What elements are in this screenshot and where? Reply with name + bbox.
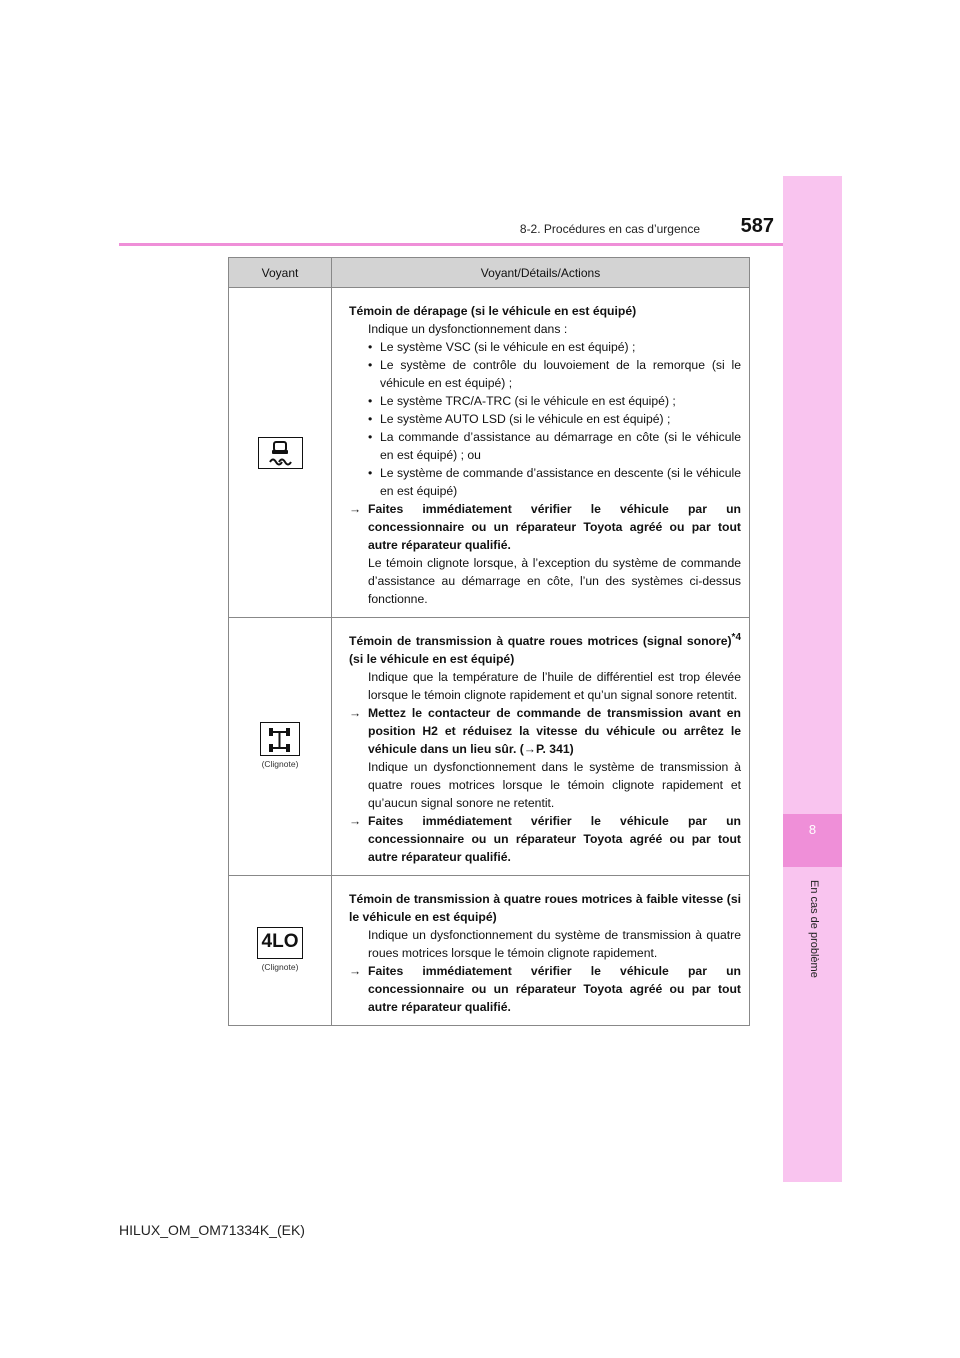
4wd-indicator-icon xyxy=(260,722,300,756)
page-number: 587 xyxy=(740,215,774,237)
chapter-number: 8 xyxy=(808,822,817,837)
col-header-details: Voyant/Détails/Actions xyxy=(332,258,750,288)
list-item: • Le système de contrôle du louvoiement de la remorque (si le véhicule en est équipé) ; xyxy=(368,358,741,390)
document-code: HILUX_OM_OM71334K_(EK) xyxy=(119,1222,305,1238)
row-paragraph: Indique un dysfonctionnement dans le système de transmission à quatre roues motrices lorsque le témoin clignote rapidement et qu’aucun signal sonore ne retentit. xyxy=(368,760,741,810)
list-item: • Le système TRC/A-TRC (si le véhicule en est équipé) ; xyxy=(368,394,676,408)
arrow-icon: → xyxy=(349,706,362,720)
chapter-side-tab xyxy=(783,176,842,1182)
4lo-indicator-icon: 4LO xyxy=(257,927,303,959)
indicator-cell xyxy=(229,618,332,876)
row-action: → Mettez le contacteur de commande de transmission avant en position H2 et réduisez la vitesse du véhicule ou arrêtez le véhicule dans un lieu sûr. (→P. 341) xyxy=(349,706,741,756)
icon-caption: (Clignote) xyxy=(261,758,299,769)
row-title: Témoin de transmission à quatre roues motrices (signal sonore)$^{*4}$ (si le véhicule en est équipé) xyxy=(349,631,741,666)
list-item: • Le système VSC (si le véhicule en est équipé) ; xyxy=(368,340,636,354)
arrow-icon: → xyxy=(349,502,362,516)
indicator-table xyxy=(228,257,750,1026)
row-paragraph: Indique un dysfonctionnement du système de transmission à quatre roues motrices lorsque le témoin clignote rapidement. xyxy=(368,928,741,960)
indicator-cell xyxy=(229,288,332,618)
icon-caption: (Clignote) xyxy=(261,961,299,972)
table-row xyxy=(229,618,750,876)
list-item: • La commande d’assistance au démarrage en côte (si le véhicule en est équipé) ; ou xyxy=(368,430,741,462)
arrow-icon: → xyxy=(349,814,362,828)
details-cell xyxy=(332,288,750,618)
section-title: 8-2. Procédures en cas d’urgence xyxy=(519,222,700,236)
row-action: → Faites immédiatement vérifier le véhicule par un concessionnaire ou un réparateur Toyota agréé ou par tout autre réparateur qualifié. xyxy=(349,502,741,552)
details-cell xyxy=(332,618,750,876)
arrow-icon: → xyxy=(349,964,362,978)
row-intro: Indique un dysfonctionnement dans : xyxy=(368,322,568,336)
header-rule xyxy=(119,243,783,246)
list-item: • Le système de commande d’assistance en descente (si le véhicule en est équipé) xyxy=(368,466,741,498)
details-cell xyxy=(332,876,750,1026)
table-row xyxy=(229,876,750,1026)
table-header-row xyxy=(229,258,750,288)
table-row xyxy=(229,288,750,618)
row-action: → Faites immédiatement vérifier le véhicule par un concessionnaire ou un réparateur Toyota agréé ou par tout autre réparateur qualifié. xyxy=(349,814,741,864)
row-action: → Faites immédiatement vérifier le véhicule par un concessionnaire ou un réparateur Toyota agréé ou par tout autre réparateur qualifié. xyxy=(349,964,741,1014)
row-note: Le témoin clignote lorsque, à l’exception du système de commande d’assistance au démarrage en côte, l’un des systèmes ci-dessus fonctionne. xyxy=(368,556,741,606)
row-paragraph: Indique que la température de l’huile de différentiel est trop élevée lorsque le témoin clignote rapidement et qu’un signal sonore retentit. xyxy=(368,670,741,702)
indicator-cell xyxy=(229,876,332,1026)
slip-indicator-icon xyxy=(258,437,303,469)
col-header-indicator: Voyant xyxy=(229,258,332,288)
row-title: Témoin de dérapage (si le véhicule en est équipé) xyxy=(349,304,637,318)
row-title: Témoin de transmission à quatre roues motrices à faible vitesse (si le véhicule en est équipé) xyxy=(349,892,741,924)
list-item: • Le système AUTO LSD (si le véhicule en est équipé) ; xyxy=(368,412,671,426)
chapter-title: En cas de problème xyxy=(808,880,820,978)
